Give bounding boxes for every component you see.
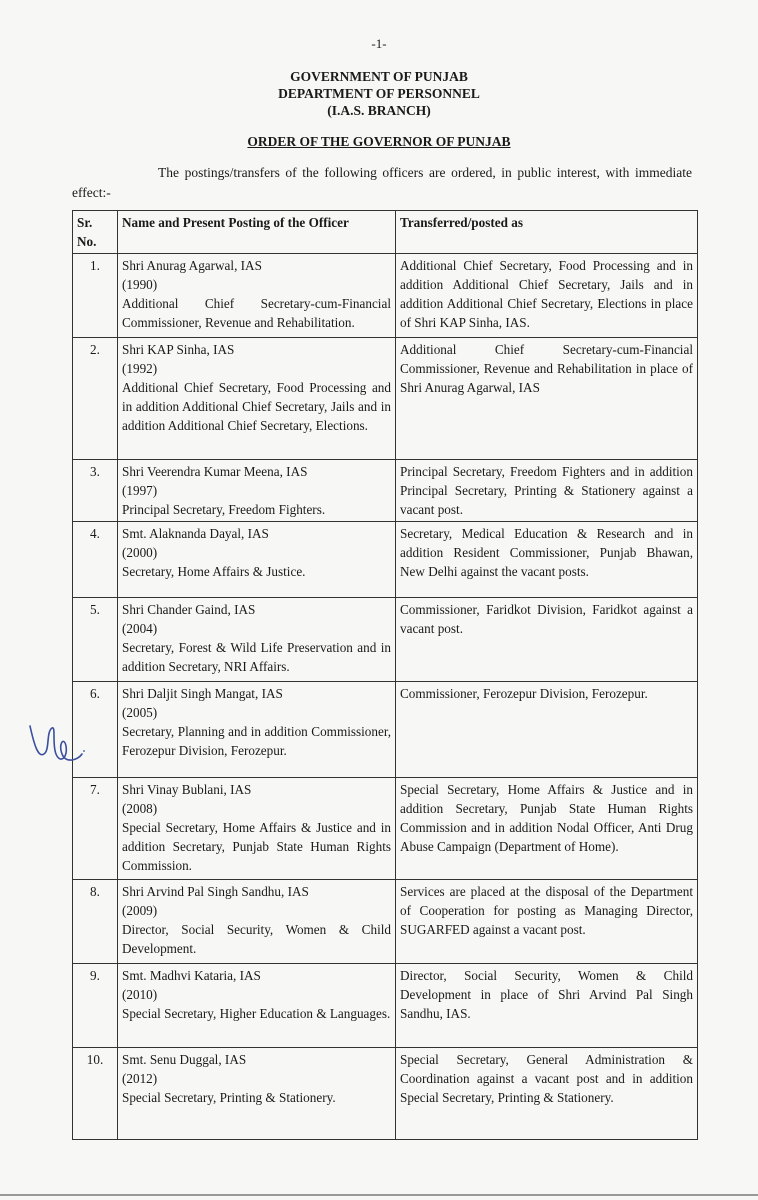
row-officer bbox=[118, 682, 396, 778]
row-sr-no: 2. bbox=[73, 338, 118, 460]
row-sr-no: 9. bbox=[73, 964, 118, 1048]
table-row bbox=[73, 338, 698, 460]
header-name-posting: Name and Present Posting of the Officer bbox=[118, 211, 396, 254]
row-transferred-as: Director, Social Security, Women & Child Development in place of Shri Arvind Pal Singh Sandhu, IAS. bbox=[396, 964, 698, 1048]
row-sr-no: 6. bbox=[73, 682, 118, 778]
row-sr-no: 3. bbox=[73, 460, 118, 522]
table-row bbox=[73, 254, 698, 338]
row-officer bbox=[118, 338, 396, 460]
row-transferred-as: Commissioner, Faridkot Division, Faridkot against a vacant post. bbox=[396, 598, 698, 682]
officer-batch: (2005) bbox=[122, 705, 158, 720]
row-transferred-as: Principal Secretary, Freedom Fighters and in addition Principal Secretary, Printing & Stationery against a vacant post. bbox=[396, 460, 698, 522]
officer-name: Shri Anurag Agarwal, IAS bbox=[122, 258, 262, 273]
order-title: ORDER OF THE GOVERNOR OF PUNJAB bbox=[247, 134, 511, 149]
row-officer bbox=[118, 880, 396, 964]
officer-present: Secretary, Forest & Wild Life Preservation and in addition Secretary, NRI Affairs. bbox=[122, 640, 391, 674]
officer-present: Principal Secretary, Freedom Fighters. bbox=[122, 502, 326, 517]
postings-table bbox=[72, 210, 698, 1140]
officer-name: Shri KAP Sinha, IAS bbox=[122, 342, 235, 357]
table-row bbox=[73, 522, 698, 598]
officer-batch: (1992) bbox=[122, 361, 158, 376]
officer-name: Smt. Senu Duggal, IAS bbox=[122, 1052, 247, 1067]
row-transferred-as: Secretary, Medical Education & Research and in addition Resident Commissioner, Punjab Bhawan, New Delhi against the vacant posts. bbox=[396, 522, 698, 598]
officer-name: Shri Daljit Singh Mangat, IAS bbox=[122, 686, 283, 701]
page-bottom-edge bbox=[0, 1194, 758, 1196]
header-sr-line1: Sr. bbox=[77, 215, 93, 230]
officer-present: Special Secretary, Home Affairs & Justice and in addition Secretary, Punjab State Human Rights Commission. bbox=[122, 820, 391, 873]
officer-batch: (1990) bbox=[122, 277, 158, 292]
officer-present: Special Secretary, Printing & Stationery. bbox=[122, 1090, 336, 1105]
header-branch: (I.A.S. BRANCH) bbox=[327, 103, 431, 118]
row-officer bbox=[118, 598, 396, 682]
header-sr-line2: No. bbox=[77, 234, 97, 249]
officer-name: Shri Veerendra Kumar Meena, IAS bbox=[122, 464, 308, 479]
officer-present: Secretary, Home Affairs & Justice. bbox=[122, 564, 306, 579]
table-header-row bbox=[73, 211, 698, 254]
officer-batch: (2008) bbox=[122, 801, 158, 816]
table-row bbox=[73, 682, 698, 778]
officer-batch: (2004) bbox=[122, 621, 158, 636]
table-row bbox=[73, 964, 698, 1048]
row-sr-no: 4. bbox=[73, 522, 118, 598]
officer-present: Additional Chief Secretary-cum-Financial Commissioner, Revenue and Rehabilitation. bbox=[122, 296, 391, 330]
officer-batch: (2012) bbox=[122, 1071, 158, 1086]
officer-present: Additional Chief Secretary, Food Processing and in addition Additional Chief Secretary, Jails and in addition Additional Chief Secretary, Elections. bbox=[122, 380, 391, 433]
row-sr-no: 1. bbox=[73, 254, 118, 338]
officer-batch: (2000) bbox=[122, 545, 158, 560]
intro-paragraph: The postings/transfers of the following officers are ordered, in public interest, with immediate effect:- bbox=[72, 165, 692, 200]
officer-name: Smt. Madhvi Kataria, IAS bbox=[122, 968, 261, 983]
row-transferred-as: Additional Chief Secretary-cum-Financial Commissioner, Revenue and Rehabilitation in place of Shri Anurag Agarwal, IAS bbox=[396, 338, 698, 460]
row-officer bbox=[118, 254, 396, 338]
row-officer bbox=[118, 964, 396, 1048]
officer-name: Shri Chander Gaind, IAS bbox=[122, 602, 256, 617]
page-number: -1- bbox=[371, 36, 387, 51]
table-row bbox=[73, 460, 698, 522]
row-officer bbox=[118, 522, 396, 598]
row-officer bbox=[118, 1048, 396, 1140]
row-officer bbox=[118, 460, 396, 522]
officer-present: Special Secretary, Higher Education & Languages. bbox=[122, 1006, 391, 1021]
table-row bbox=[73, 778, 698, 880]
header-department: DEPARTMENT OF PERSONNEL bbox=[278, 86, 480, 101]
officer-name: Smt. Alaknanda Dayal, IAS bbox=[122, 526, 269, 541]
row-sr-no: 8. bbox=[73, 880, 118, 964]
row-transferred-as: Special Secretary, Home Affairs & Justice and in addition Secretary, Punjab State Human Rights Commission and in addition Nodal Officer, Anti Drug Abuse Campaign (Department of Home). bbox=[396, 778, 698, 880]
officer-name: Shri Arvind Pal Singh Sandhu, IAS bbox=[122, 884, 309, 899]
row-transferred-as: Special Secretary, General Administration & Coordination against a vacant post and in addition Special Secretary, Printing & Stationery. bbox=[396, 1048, 698, 1140]
officer-batch: (1997) bbox=[122, 483, 158, 498]
row-transferred-as: Services are placed at the disposal of the Department of Cooperation for posting as Managing Director, SUGARFED against a vacant post. bbox=[396, 880, 698, 964]
header-transferred: Transferred/posted as bbox=[396, 211, 698, 254]
officer-name: Shri Vinay Bublani, IAS bbox=[122, 782, 252, 797]
row-sr-no: 7. bbox=[73, 778, 118, 880]
header-sr-no bbox=[73, 211, 118, 254]
row-transferred-as: Additional Chief Secretary, Food Processing and in addition Additional Chief Secretary, Jails and in addition Additional Chief Secretary, Elections in place of Shri KAP Sinha, IAS. bbox=[396, 254, 698, 338]
officer-present: Director, Social Security, Women & Child Development. bbox=[122, 922, 391, 956]
officer-batch: (2009) bbox=[122, 903, 158, 918]
table-row bbox=[73, 598, 698, 682]
officer-batch: (2010) bbox=[122, 987, 158, 1002]
row-officer bbox=[118, 778, 396, 880]
signature-mark bbox=[22, 714, 92, 770]
row-sr-no: 10. bbox=[73, 1048, 118, 1140]
table-row bbox=[73, 880, 698, 964]
row-sr-no: 5. bbox=[73, 598, 118, 682]
officer-present: Secretary, Planning and in addition Commissioner, Ferozepur Division, Ferozepur. bbox=[122, 724, 391, 758]
row-transferred-as: Commissioner, Ferozepur Division, Ferozepur. bbox=[396, 682, 698, 778]
table-row bbox=[73, 1048, 698, 1140]
header-government: GOVERNMENT OF PUNJAB bbox=[290, 69, 468, 84]
document-header bbox=[0, 68, 758, 119]
